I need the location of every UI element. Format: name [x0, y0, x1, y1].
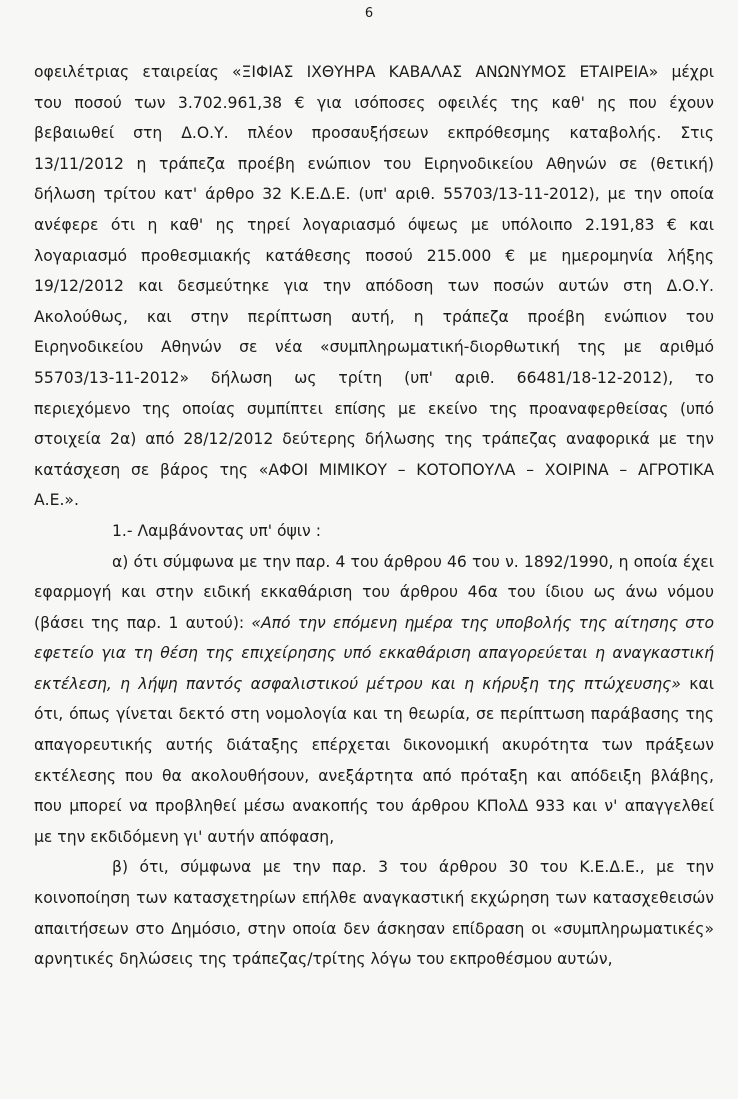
page-number: 6: [364, 6, 374, 21]
text-line: κοινοποίηση των κατασχετηρίων επήλθε αναγκαστική εκχώρηση των κατασχεθεισών: [34, 889, 714, 908]
text-line: Ειρηνοδικείου Αθηνών σε νέα «συμπληρωματική-διορθωτική της με αριθμό: [34, 338, 714, 357]
text-line: που μπορεί να προβληθεί μέσω ανακοπής του άρθρου ΚΠολΔ 933 και ν' απαγγελθεί: [34, 797, 714, 816]
text-line: 55703/13-11-2012» δήλωση ως τρίτη (υπ' αριθ. 66481/18-12-2012), το: [34, 368, 714, 387]
text-line: 19/12/2012 και δεσμεύτηκε για την απόδοση των ποσών αυτών στη Δ.Ο.Υ.: [34, 277, 714, 296]
text-line: απαγορευτικής αυτής διάταξης επέρχεται δικονομική ακυρότητα των πράξεων: [34, 736, 714, 755]
text-line: κατάσχεση σε βάρος της «ΑΦΟΙ ΜΙΜΙΚΟΥ – ΚΟΤΟΠΟΥΛΑ – ΧΟΙΡΙΝΑ – ΑΓΡΟΤΙΚΑ: [34, 460, 714, 479]
text-line: περιεχόμενο της οποίας συμπίπτει επίσης με εκείνο της προαναφερθείσας (υπό: [34, 399, 714, 418]
text-line: 13/11/2012 η τράπεζα προέβη ενώπιον του Ειρηνοδικείου Αθηνών σε (θετική): [34, 154, 714, 173]
text-line: β) ότι, σύμφωνα με την παρ. 3 του άρθρου 30 του Κ.Ε.Δ.Ε., με την: [112, 858, 714, 877]
text-line: εφετείο για τη θέση της επιχείρησης υπό εκκαθάριση απαγορεύεται η αναγκαστική: [34, 644, 714, 663]
text-line: αρνητικές δηλώσεις της τράπεζας/τρίτης λόγω του εκπροθέσμου αυτών,: [34, 950, 613, 969]
text-line: δήλωση τρίτου κατ' άρθρο 32 Κ.Ε.Δ.Ε. (υπ' αριθ. 55703/13-11-2012), με την οποία: [34, 185, 714, 204]
text-line: οφειλέτριας εταιρείας «ΞΙΦΙΑΣ ΙΧΘΥΗΡΑ ΚΑΒΑΛΑΣ ΑΝΩΝΥΜΟΣ ΕΤΑΙΡΕΙΑ» μέχρι: [34, 63, 714, 81]
text-line: ανέφερε ότι η καθ' ης τηρεί λογαριασμό όψεως με υπόλοιπο 2.191,83 € και: [34, 215, 714, 234]
text-line: (βάσει της παρ. 1 αυτού): «Από την επόμενη ημέρα της υποβολής της αίτησης στο: [34, 613, 714, 632]
text-line: λογαριασμό προθεσμιακής κατάθεσης ποσού 215.000 € με ημερομηνία λήξης: [34, 246, 714, 265]
text-line: 1.- Λαμβάνοντας υπ' όψιν :: [112, 521, 321, 540]
text-line: εκτέλεση, η λήψη παντός ασφαλιστικού μέτρου και η κήρυξη της πτώχευσης» και: [34, 674, 714, 693]
text-line: Ακολούθως, και στην περίπτωση αυτή, η τράπεζα προέβη ενώπιον του: [34, 307, 714, 326]
text-line: Α.Ε.».: [34, 491, 79, 510]
text-line: του ποσού των 3.702.961,38 € για ισόποσες οφειλές της καθ' ης που έχουν: [34, 93, 714, 112]
text-line: εφαρμογή και στην ειδική εκκαθάριση του άρθρου 46α του ίδιου ως άνω νόμου: [34, 583, 714, 602]
body-text: [34, 57, 714, 975]
text-line: α) ότι σύμφωνα με την παρ. 4 του άρθρου 46 του ν. 1892/1990, η οποία έχει: [112, 552, 714, 571]
text-line: απαιτήσεων στο Δημόσιο, στην οποία δεν άσκησαν επίδραση οι «συμπληρωματικές»: [34, 919, 714, 938]
text-line: βεβαιωθεί στη Δ.Ο.Υ. πλέον προσαυξήσεων εκπρόθεσμης καταβολής. Στις: [34, 124, 714, 143]
text-line: με την εκδιδόμενη γι' αυτήν απόφαση,: [34, 827, 335, 846]
text-line: εκτέλεσης που θα ακολουθήσουν, ανεξάρτητα από πρόταξη και απόδειξη βλάβης,: [34, 766, 714, 785]
text-line: ότι, όπως γίνεται δεκτό στη νομολογία και τη θεωρία, σε περίπτωση παράβασης της: [34, 705, 714, 724]
text-line: στοιχεία 2α) από 28/12/2012 δεύτερης δήλωσης της τράπεζας αναφορικά με την: [34, 430, 714, 449]
